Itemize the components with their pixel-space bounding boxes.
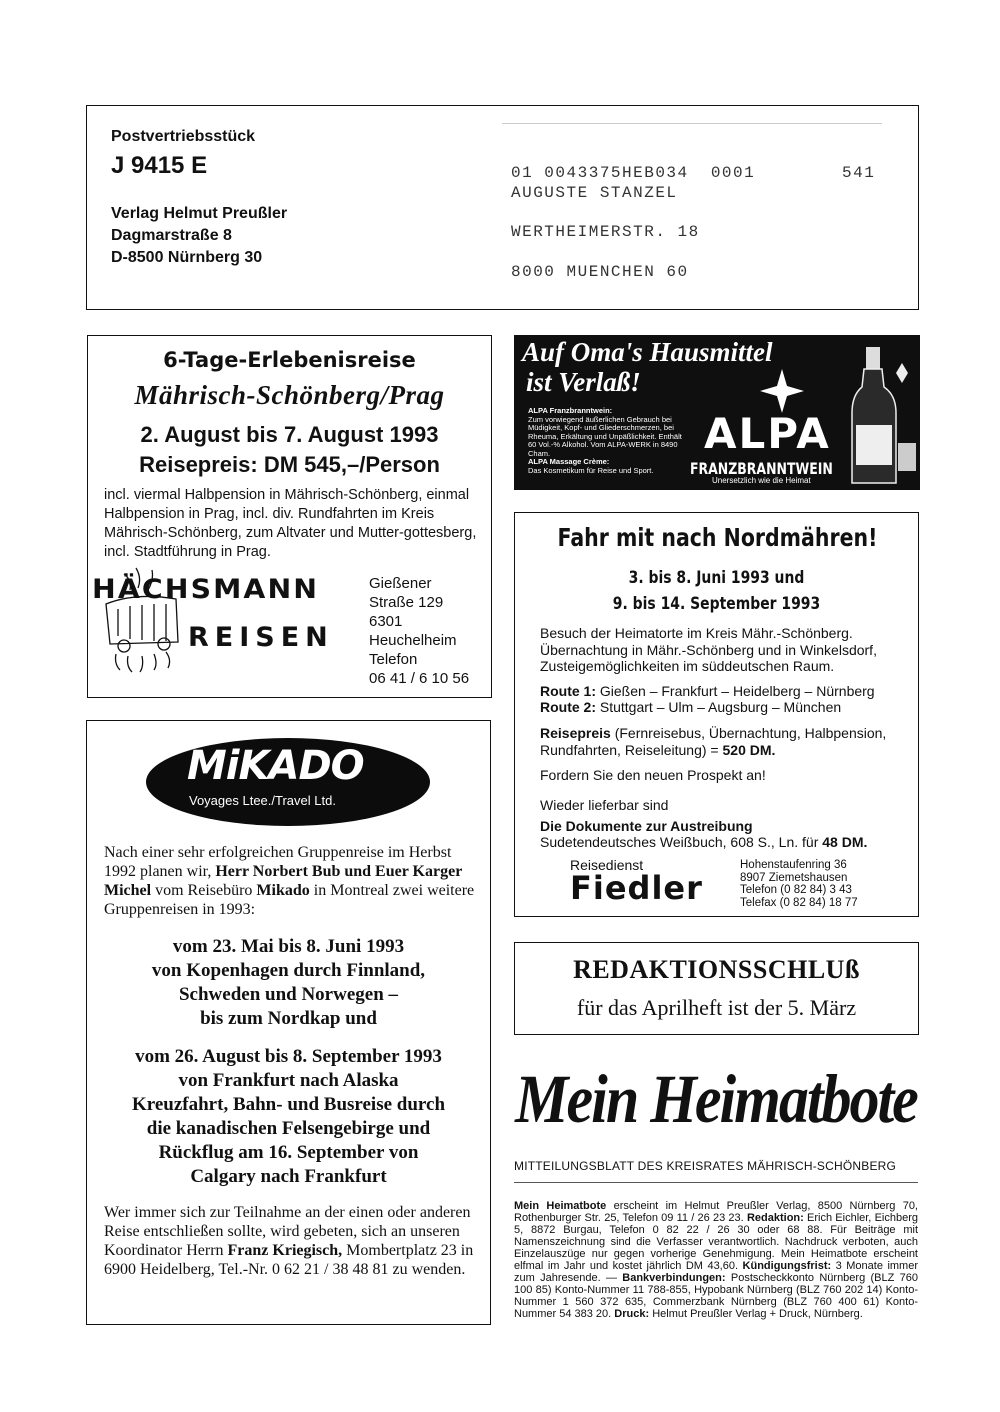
publisher-name: Verlag Helmut Preußler — [111, 205, 288, 222]
mailing-code: J 9415 E — [111, 152, 208, 179]
address-line: Telefon — [369, 651, 418, 668]
trip1-line: vom 23. Mai bis 8. Juni 1993 — [172, 936, 405, 957]
address-line: Straße 129 — [369, 594, 444, 611]
imprint-label: Bankverbindungen: — [622, 1272, 726, 1284]
price-value: 520 DM. — [722, 741, 776, 758]
mikado-outro — [104, 1203, 479, 1279]
publisher-city: D-8500 Nürnberg 30 — [111, 249, 263, 266]
trip1-line: Schweden und Norwegen – — [178, 984, 399, 1005]
imprint — [514, 1200, 918, 1320]
redaktion-box — [514, 942, 919, 1035]
intro-text: in Montreal zwei weitere Gruppenreisen in 1993: — [104, 882, 475, 918]
haechsmann-logo: HÄCHSMANN — [92, 574, 320, 605]
address-line: Gießener — [369, 575, 432, 592]
masthead-subtitle: MITTEILUNGSBLATT DES KREISRATES MÄHRISCH-SCHÖNBERG — [514, 1159, 897, 1173]
book-price: 48 DM. — [822, 834, 868, 850]
trip1-line: bis zum Nordkap und — [200, 1008, 377, 1029]
alpa-ad — [514, 335, 920, 490]
address-label-line — [502, 123, 882, 124]
trip-ad — [87, 335, 492, 698]
mikado-intro — [104, 843, 479, 919]
route-2 — [540, 699, 912, 716]
price-text: (Fernreisebus, Übernachtung, Halbpension, Rundfahrten, Reiseleitung) = — [540, 725, 887, 758]
intro-names: Herr Norbert Bub und Euer Karger Michel — [104, 863, 462, 899]
nordmaehren-title: Fahr mit nach Nordmähren! — [557, 523, 878, 552]
company-address — [369, 574, 479, 688]
alpa-fb-text: Zum vorwiegend äußerlichen Gebrauch bei Müdigkeit, Kopf- und Gliederschmerzen, bei Rheuma, Erkältung und Unpäßlichkeit. Enthält 60 Vol.-% Alkohol. Vom ALPA-WERK in 8490 Cham. — [528, 414, 682, 458]
alpa-slogan: Unersetzlich wie die Heimat — [712, 476, 811, 485]
trip-price: Reisepreis: DM 545,–/Person — [139, 452, 440, 477]
service-label: Reisedienst — [570, 857, 644, 873]
mikado-ad — [86, 720, 491, 1325]
route-1 — [540, 683, 912, 700]
nordmaehren-date-1: 3. bis 8. Juni 1993 und — [628, 568, 805, 588]
alpa-fb-title: ALPA Franzbranntwein: — [528, 406, 613, 415]
recipient-name: AUGUSTE STANZEL — [511, 184, 678, 202]
trip2-line: Rückflug am 16. September von — [158, 1142, 419, 1163]
redaktion-subtitle: für das Aprilheft ist der 5. März — [576, 995, 857, 1020]
outro-text: Mombertplatz 23 in 6900 Heidelberg, Tel.-Nr. 0 62 21 / 38 48 81 zu wenden. — [104, 1242, 474, 1278]
recipient-city: 8000 MUENCHEN 60 — [511, 263, 689, 281]
trip-route: Mährisch-Schönberg/Prag — [134, 380, 445, 410]
publisher-street: Dagmarstraße 8 — [111, 227, 232, 244]
bottle-icon — [844, 343, 918, 488]
outro-coordinator: Franz Kriegisch, — [227, 1242, 343, 1259]
trip1-line: von Kopenhagen durch Finnland, — [151, 960, 426, 981]
recipient-street: WERTHEIMERSTR. 18 — [511, 223, 700, 241]
alpa-mc-title: ALPA Massage Crème: — [528, 457, 610, 466]
alpa-product: FRANZBRANNTWEIN — [690, 459, 833, 478]
star-icon — [760, 369, 804, 413]
trip2-block — [87, 1045, 490, 1189]
mailing-label: Postvertriebsstück — [111, 128, 256, 145]
trip-description: incl. viermal Halbpension in Mährisch-Schönberg, einmal Halbpension in Prag, incl. div. Rundfahrten im Kreis Mährisch-Schönberg, zum Altvater und Mutter-gottesberg, incl. Stadtführung in Prag. — [104, 487, 477, 560]
prospekt-text: Fordern Sie den neuen Prospekt an! — [540, 767, 766, 783]
recipient-number: 541 — [842, 164, 876, 182]
address-line: Hohenstaufenring 36 — [740, 859, 847, 871]
alpa-headline-1: Auf Oma's Hausmittel — [522, 337, 773, 367]
alpa-brand: ALPA — [704, 409, 831, 458]
route-label: Route 1: — [540, 683, 596, 699]
address-line: 06 41 / 6 10 56 — [369, 670, 470, 687]
book-title: Die Dokumente zur Austreibung — [540, 818, 753, 834]
imprint-text: Postscheckkonto Nürnberg (BLZ 760 100 85) Konto-Nummer 11 788-855, Hypobank Nürnberg (BLZ 760 202 14) Konto-Nummer 1 560 372 635, Commerzbank Nürnberg (BLZ 760 400 61) Konto-Nummer 54 383 20. — [514, 1272, 919, 1320]
intro-text: vom Reisebüro — [155, 882, 253, 899]
nordmaehren-ad — [514, 512, 919, 917]
address-line: Telefon (0 82 84) 3 43 — [740, 884, 852, 896]
mailing-header — [86, 105, 919, 310]
trip1-block — [87, 935, 490, 1031]
imprint-text: erscheint im Helmut Preußler Verlag, 8500 Nürnberg 70, Rothenburger Str. 25, Telefon 09 11 / 26 23 23. — [514, 1200, 918, 1224]
trip2-line: die kanadischen Felsengebirge und — [146, 1118, 431, 1139]
imprint-label: Kündigungsfrist: — [742, 1260, 832, 1272]
mikado-logo-sub: Voyages Ltee./Travel Ltd. — [189, 793, 336, 808]
book-details — [540, 834, 912, 851]
trip-dates: 2. August bis 7. August 1993 — [140, 422, 439, 447]
recipient-id: 01 0043375HEB034 0001 — [511, 164, 756, 182]
imprint-label: Redaktion: — [746, 1212, 804, 1224]
route-text: Gießen – Frankfurt – Heidelberg – Nürnberg — [599, 683, 875, 699]
route-label: Route 2: — [540, 699, 596, 715]
nordmaehren-date-2: 9. bis 14. September 1993 — [612, 594, 821, 614]
trip2-line: von Frankfurt nach Alaska — [178, 1070, 399, 1091]
price-label: Reisepreis — [540, 725, 611, 741]
alpa-mc-text: Das Kosmetikum für Reise und Sport. — [528, 465, 654, 475]
imprint-text: Erich Eichler, Eichberg 5, 8872 Burgau, Telefon 0 82 22 / 26 30 oder 68 88. Für Beiträge mit Namenszeichnung sind die Verfasser verantwortlich. Nachdruck verboten, auch Einzelauszüge nur gegen vorherige Genehmigung. Mein Heimatbote erscheint elfmal im Jahr und kostet jährlich DM 43,60. — [514, 1212, 918, 1272]
route-text: Stuttgart – Ulm – Augsburg – München — [599, 699, 842, 715]
fiedler-logo: Fiedler — [570, 869, 703, 907]
trip2-line: Kreuzfahrt, Bahn- und Busreise durch — [131, 1094, 446, 1115]
nordmaehren-visit: Besuch der Heimatorte im Kreis Mähr.-Schönberg. Übernachtung in Mähr.-Schönberg und in Winkelsdorf, Zusteigemöglichkeiten im süddeutschen Raum. — [540, 625, 877, 674]
book-intro: Wieder lieferbar sind — [540, 797, 669, 813]
imprint-label: Druck: — [614, 1308, 650, 1320]
address-line: 8907 Ziemetshausen — [740, 871, 848, 884]
address-line: Heuchelheim — [369, 632, 457, 649]
address-line: 6301 — [369, 613, 403, 630]
outro-text: Wer immer sich zur Teilnahme an der einen oder anderen Reise entschließen sollte, wird gebeten, sich an unseren Koordinator — [104, 1204, 471, 1259]
book-text: Sudetendeutsches Weißbuch, 608 S., Ln. für — [540, 834, 819, 850]
mikado-logo-text: MiKADO — [187, 743, 364, 789]
trip-title: 6-Tage-Erlebenisreise — [163, 348, 416, 372]
address-line: Telefax (0 82 84) 18 77 — [740, 896, 858, 909]
outro-text: Herrn — [186, 1242, 224, 1259]
reisen-logo: REISEN — [188, 622, 334, 653]
masthead-title: Mein Heimatbote — [515, 1061, 917, 1138]
trip2-line: vom 26. August bis 8. September 1993 — [135, 1046, 442, 1067]
redaktion-title: REDAKTIONSSCHLUß — [573, 955, 860, 984]
alpa-small-text — [528, 407, 688, 475]
masthead-divider — [514, 1182, 918, 1183]
imprint-name: Mein Heimatbote — [514, 1200, 607, 1212]
imprint-text: Helmut Preußler Verlag + Druck, Nürnberg. — [652, 1308, 863, 1320]
alpa-headline-2: ist Verlaß! — [526, 367, 641, 397]
trip2-line: Calgary nach Frankfurt — [190, 1166, 387, 1187]
imprint-text: 3 Monate immer zum Jahresende. — — [514, 1260, 918, 1284]
intro-agency: Mikado — [256, 882, 310, 899]
nordmaehren-price — [540, 725, 912, 758]
intro-text: Nach einer sehr erfolgreichen Gruppenreise im Herbst 1992 planen wir, — [104, 844, 452, 880]
fiedler-address — [740, 859, 858, 909]
